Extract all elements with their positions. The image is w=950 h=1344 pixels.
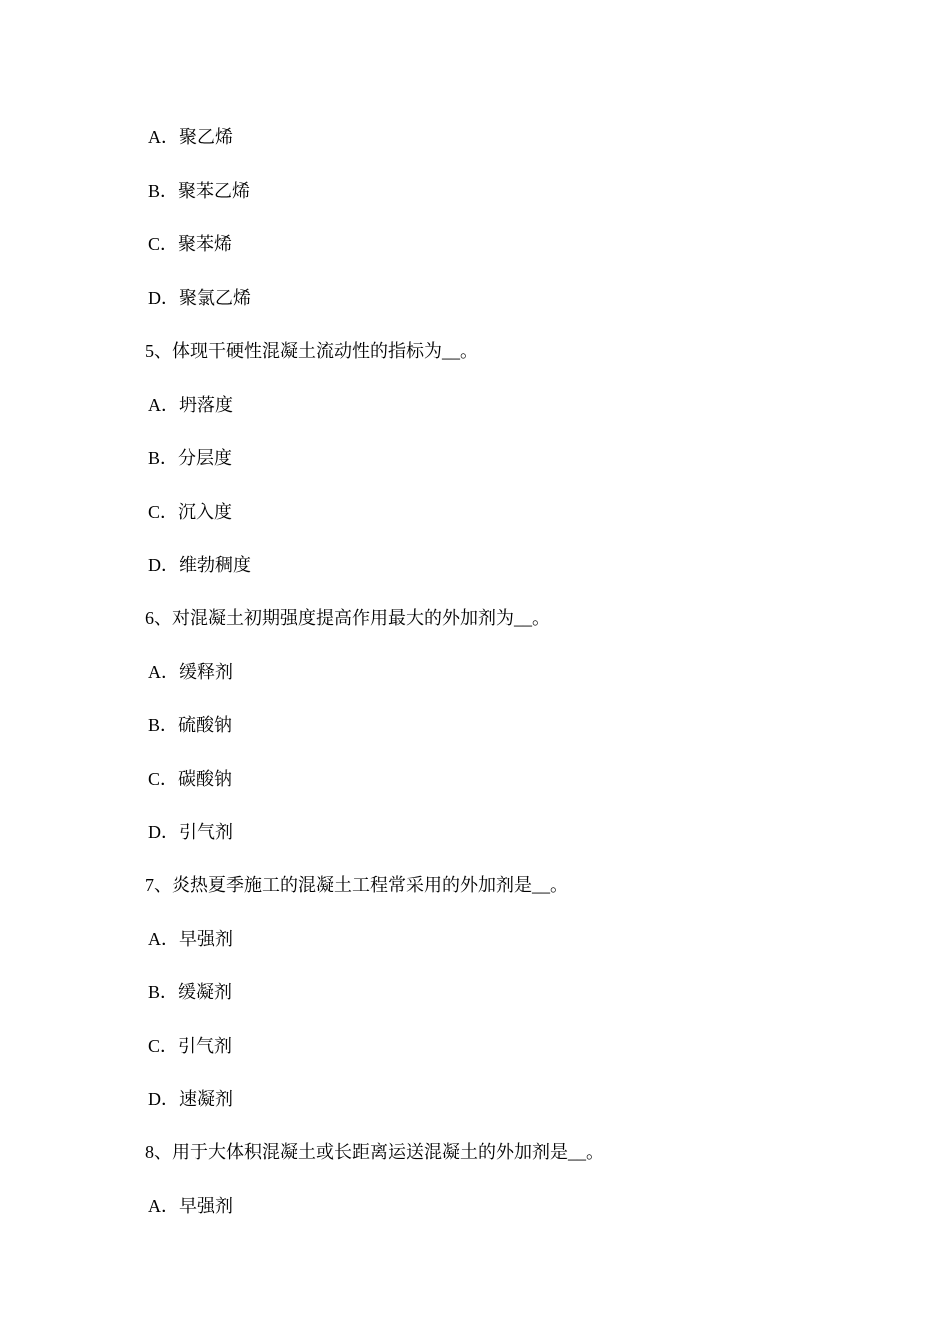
option-letter: B． — [148, 448, 179, 468]
option-c — [148, 767, 232, 791]
option-text: 速凝剂 — [179, 1089, 233, 1109]
option-d — [148, 1087, 233, 1111]
option-b — [148, 980, 232, 1004]
option-text: 聚苯乙烯 — [178, 181, 251, 201]
option-d — [148, 820, 233, 844]
option-a — [148, 125, 233, 149]
option-c — [148, 500, 232, 524]
option-text: 碳酸钠 — [178, 769, 233, 789]
option-letter: A． — [148, 1196, 179, 1216]
option-letter: C． — [148, 234, 179, 254]
option-a — [148, 660, 233, 684]
option-letter: C． — [148, 502, 179, 522]
question-5: 5、体现干硬性混凝土流动性的指标为__。 — [145, 341, 478, 361]
question-6: 6、对混凝土初期强度提高作用最大的外加剂为__。 — [145, 608, 550, 628]
option-text: 聚乙烯 — [179, 127, 233, 147]
option-letter: B． — [148, 181, 179, 201]
option-letter: B． — [148, 982, 179, 1002]
option-text: 硫酸钠 — [178, 715, 233, 735]
option-letter: D． — [148, 288, 179, 308]
option-letter: A． — [148, 395, 179, 415]
question-8: 8、用于大体积混凝土或长距离运送混凝土的外加剂是__。 — [145, 1142, 604, 1162]
option-text: 引气剂 — [179, 822, 233, 842]
option-letter: A． — [148, 127, 179, 147]
option-a — [148, 1194, 233, 1218]
option-text: 沉入度 — [178, 502, 233, 522]
option-text: 分层度 — [178, 448, 233, 468]
option-letter: C． — [148, 1036, 179, 1056]
question-7: 7、炎热夏季施工的混凝土工程常采用的外加剂是__。 — [145, 875, 568, 895]
option-c — [148, 1034, 232, 1058]
option-a — [148, 927, 233, 951]
option-d — [148, 553, 251, 577]
option-letter: D． — [148, 555, 179, 575]
option-text: 维勃稠度 — [179, 555, 251, 575]
option-letter: A． — [148, 662, 179, 682]
option-letter: B． — [148, 715, 179, 735]
option-text: 聚苯烯 — [178, 234, 233, 254]
option-text: 缓释剂 — [179, 662, 233, 682]
option-b — [148, 446, 232, 470]
option-text: 早强剂 — [179, 1196, 233, 1216]
option-b — [148, 179, 250, 203]
option-letter: D． — [148, 822, 179, 842]
option-b — [148, 713, 232, 737]
option-letter: D． — [148, 1089, 179, 1109]
option-text: 坍落度 — [179, 395, 233, 415]
option-text: 早强剂 — [179, 929, 233, 949]
option-letter: C． — [148, 769, 179, 789]
option-a — [148, 393, 233, 417]
option-letter: A． — [148, 929, 179, 949]
option-d — [148, 286, 251, 310]
option-text: 缓凝剂 — [178, 982, 233, 1002]
option-c — [148, 232, 232, 256]
option-text: 聚氯乙烯 — [179, 288, 251, 308]
option-text: 引气剂 — [178, 1036, 233, 1056]
